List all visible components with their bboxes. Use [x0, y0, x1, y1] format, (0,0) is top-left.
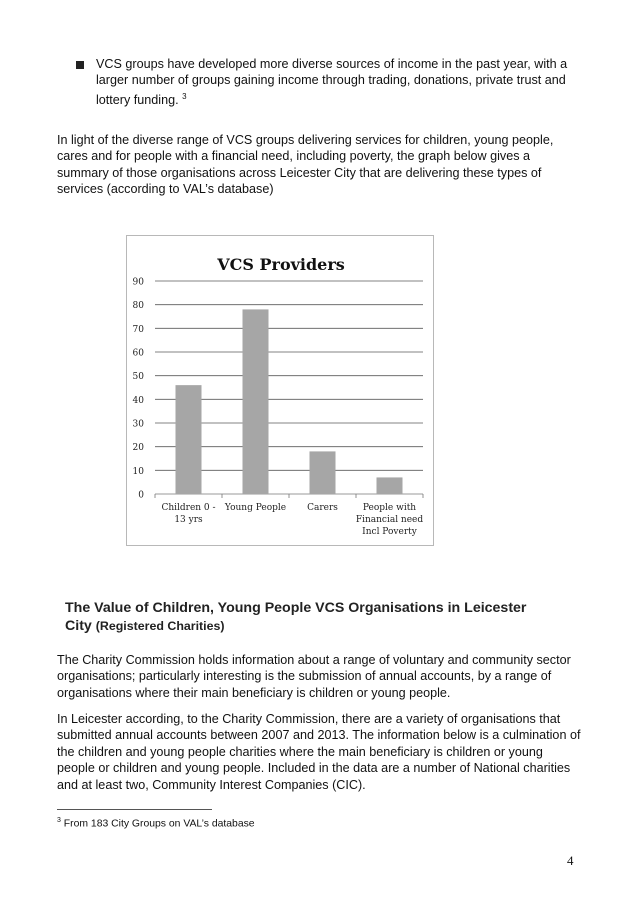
y-tick-label: 10 — [132, 466, 144, 477]
y-tick-label: 0 — [138, 490, 144, 501]
bar — [310, 451, 336, 494]
section-heading-suffix: (Registered Charities) — [95, 619, 225, 633]
section-heading-line1: The Value of Children, Young People VCS Organisations in Leicester — [65, 600, 527, 616]
y-tick-label: 40 — [132, 395, 144, 406]
bar — [176, 385, 202, 494]
footnote-divider — [57, 809, 212, 810]
x-category-label: Children 0 -13 yrs — [161, 503, 216, 525]
page-number: 4 — [567, 853, 574, 868]
footnote-text: From 183 City Groups on VAL’s database — [63, 818, 255, 830]
bullet-text-body: VCS groups have developed more diverse sources of income in the past year, with a larger number of groups gaining income through trading, donations, private trust and lottery funding. — [96, 57, 568, 107]
vcs-providers-chart — [126, 235, 434, 546]
bar — [243, 309, 269, 494]
x-category-label: Carers — [307, 503, 338, 513]
y-tick-label: 50 — [132, 372, 144, 383]
y-tick-label: 20 — [132, 443, 144, 454]
y-tick-label: 90 — [132, 277, 144, 288]
bullet-text — [96, 56, 581, 108]
annual-accounts-paragraph: In Leicester according, to the Charity Commission, there are a variety of organisations that submitted annual accounts between 2007 and 2013. The information below is a culmination of the children and young people charities where the main beneficiary is children or young people or children and young people. Included in the data are a number of National charities and at least two, Community Interest Companies (CIC). — [57, 712, 581, 792]
chart-canvas — [127, 236, 435, 547]
x-category-label: People with Financial need Incl Poverty — [355, 503, 424, 537]
section-heading — [65, 599, 575, 635]
footnote-number: 3 — [57, 817, 61, 824]
y-tick-label: 70 — [132, 324, 144, 335]
bar — [377, 477, 403, 494]
footnote — [57, 814, 255, 830]
intro-paragraph: In light of the diverse range of VCS groups delivering services for children, young people, cares and for people with a financial need, including poverty, the graph below gives a summary of those organisations across Leicester City that are delivering these types of services (according to VAL’s database) — [57, 133, 554, 197]
y-tick-label: 80 — [132, 301, 144, 312]
bullet-item — [76, 56, 586, 108]
square-bullet-icon — [76, 61, 84, 69]
y-tick-label: 30 — [132, 419, 144, 430]
charity-commission-paragraph: The Charity Commission holds information about a range of voluntary and community sector organisations; particularly interesting is the submission of annual accounts, by a range of organisations where their main beneficiary is children or young people. — [57, 653, 571, 700]
section-heading-line2: City — [65, 618, 92, 634]
chart-title: VCS Providers — [217, 255, 345, 274]
y-tick-label: 60 — [132, 348, 144, 359]
footnote-reference: 3 — [182, 91, 187, 101]
x-category-label: Young People — [224, 503, 287, 513]
